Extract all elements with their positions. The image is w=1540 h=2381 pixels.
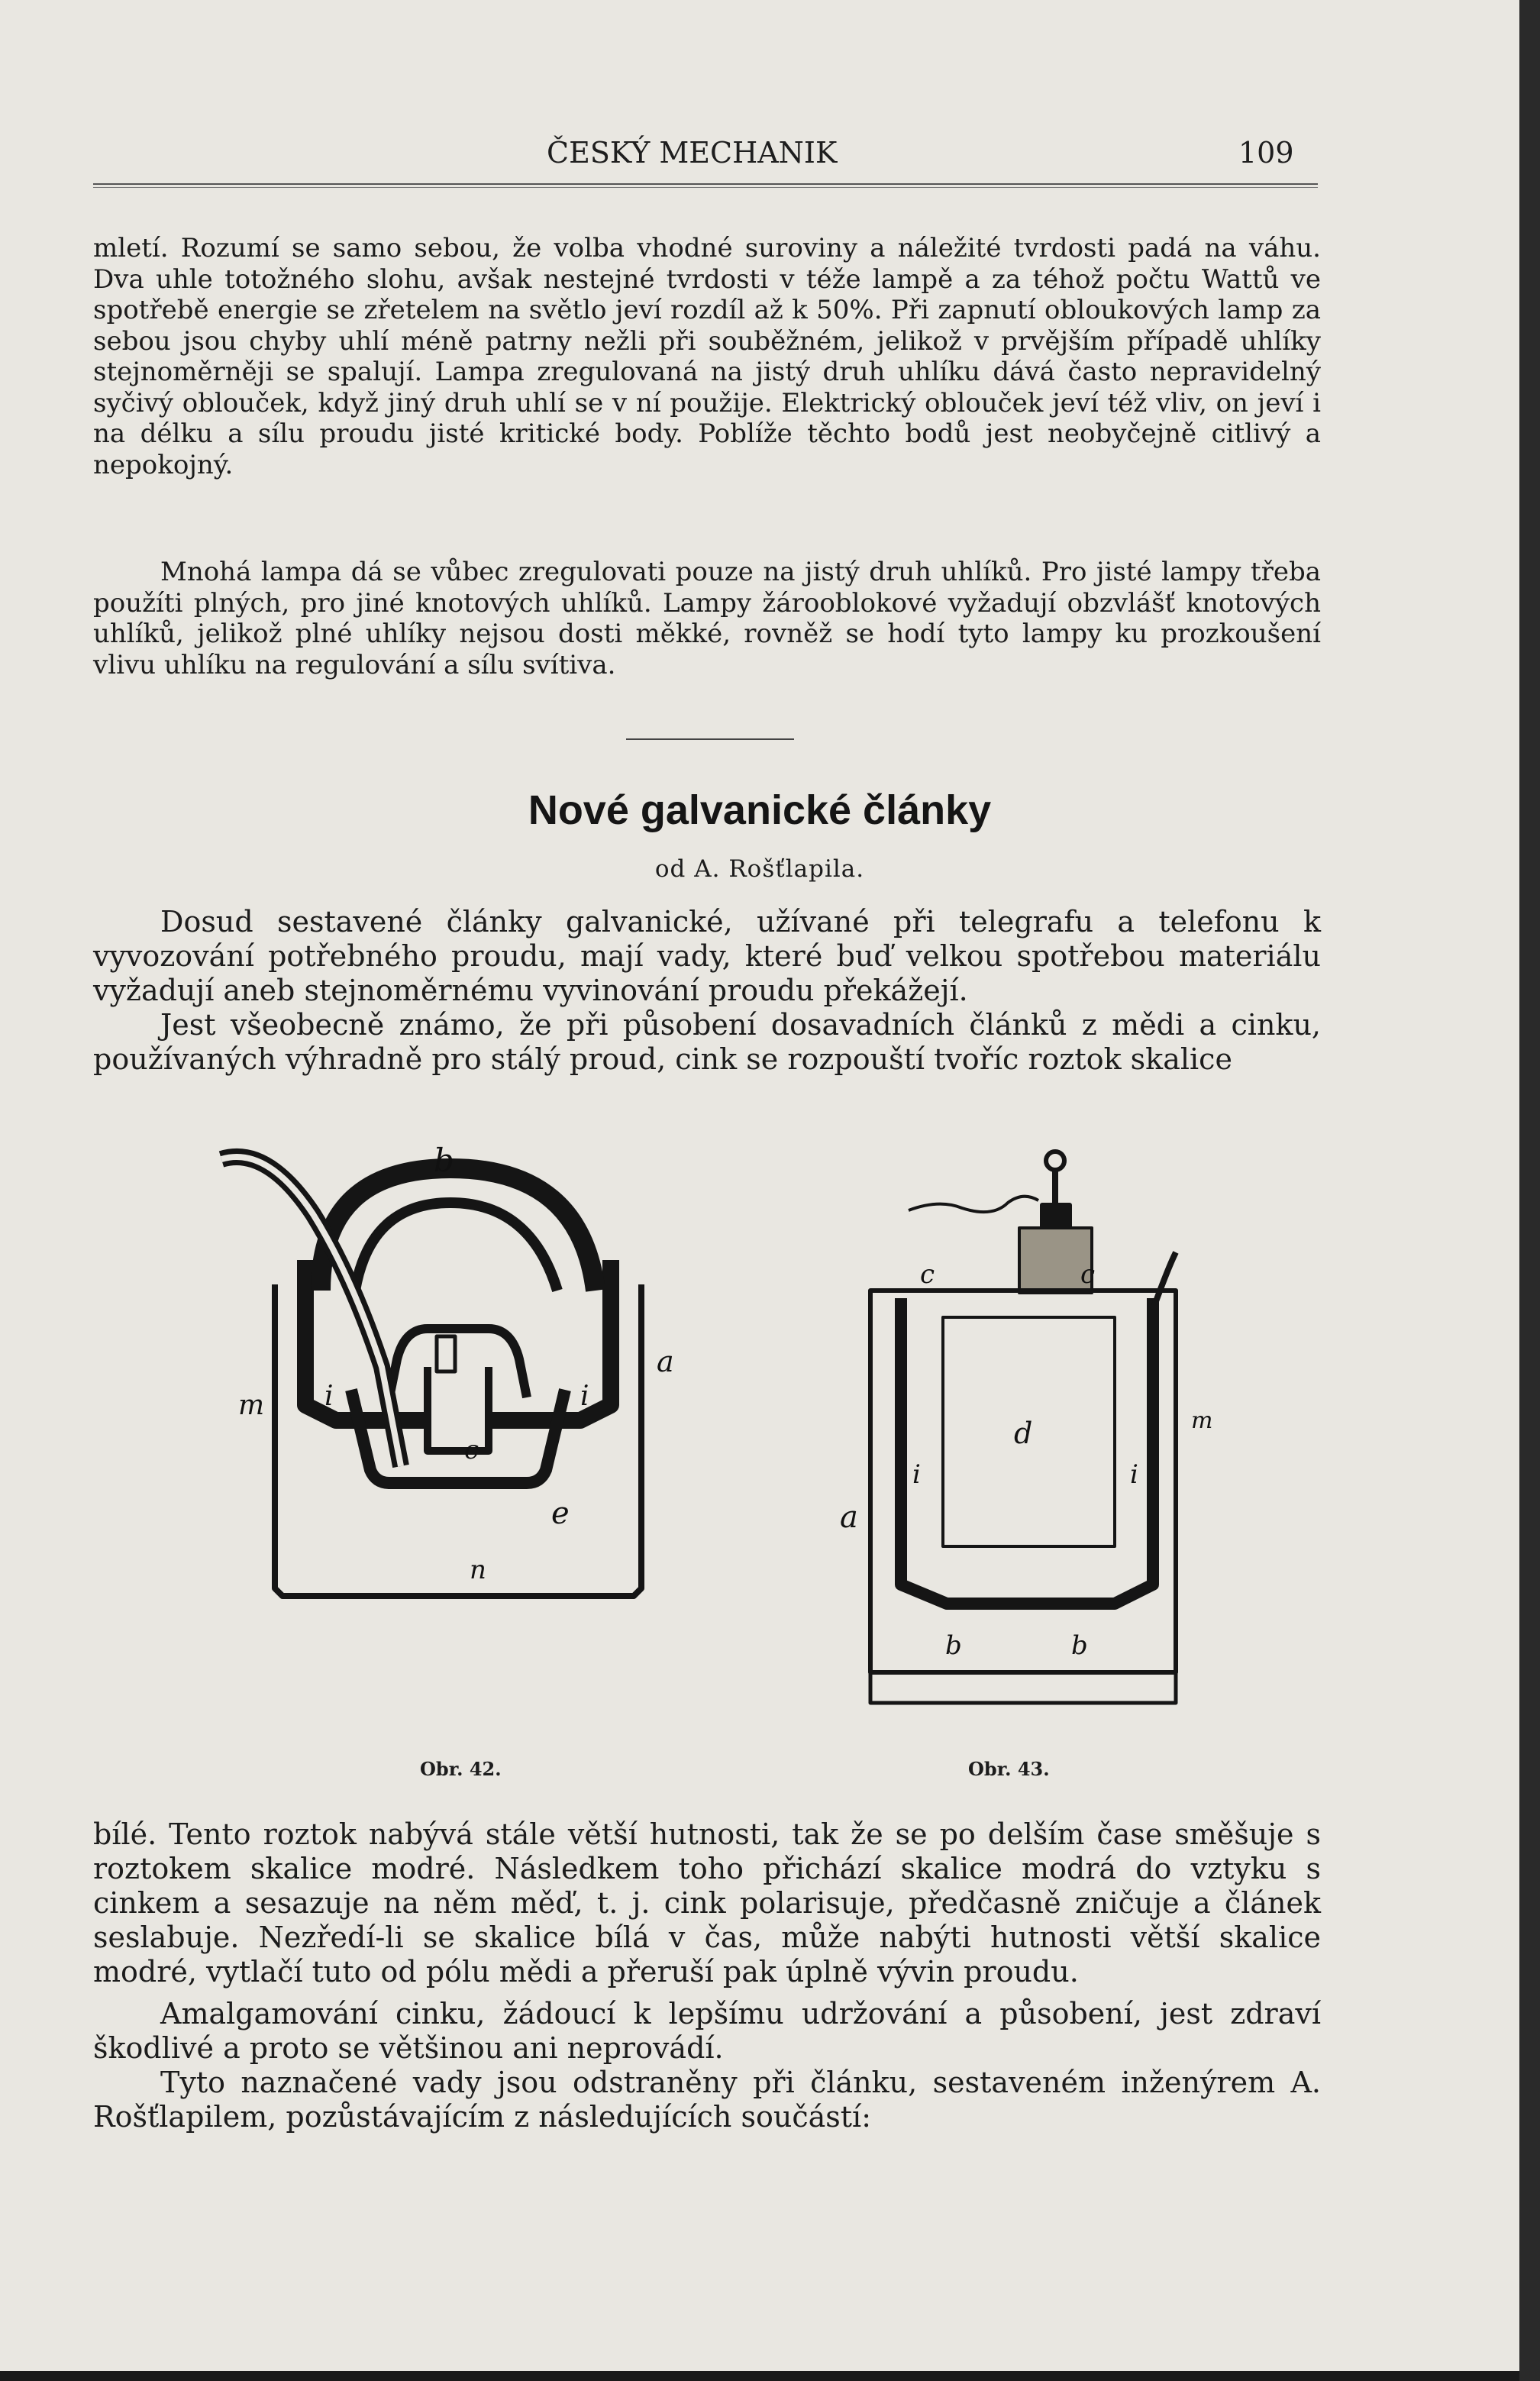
fig43-label-b-left: b [945, 1630, 962, 1661]
fig43-label-a: a [840, 1500, 858, 1535]
fig43-label-c-left: c [920, 1259, 935, 1290]
right-wire [1153, 1252, 1176, 1310]
figure-42-diagram [199, 1138, 718, 1726]
figure-43-diagram [809, 1138, 1267, 1726]
fig43-label-m: m [1191, 1407, 1213, 1434]
fig43-label-b-right: b [1071, 1630, 1088, 1661]
fig42-label-n: n [470, 1555, 486, 1585]
section-divider [626, 738, 794, 740]
article-title: Nové galvanické články [528, 787, 992, 833]
article-byline: od A. Rošťlapila. [654, 855, 865, 883]
article-paragraph-5: Tyto naznačené vady jsou odstraněny při článku, sestaveném inženýrem A. Rošťlapilem, pozůstávajícím z následujících součástí: [93, 2066, 1321, 2134]
fig42-label-b: b [434, 1142, 454, 1179]
fig42-label-e: e [551, 1496, 570, 1531]
fig43-label-c-right: c [1080, 1259, 1096, 1290]
article-paragraph-1: Dosud sestavené články galvanické, užívané při telegrafu a telefonu k vyvozování potřebného proudu, mají vady, které buď velkou spotřebou materiálu vyžadují aneb stejnoměrnému vyvinování proudu překážejí. [93, 905, 1321, 1007]
intro-paragraph-1: mletí. Rozumí se samo sebou, že volba vhodné suroviny a náležité tvrdosti padá na váhu. Dva uhle totožného slohu, avšak nestejné tvrdosti v téže lampě a za téhož počtu Wattů ve spotřebě energie se zřetelem na světlo jeví rozdíl až k 50%. Při zapnutí obloukových lamp za sebou jsou chyby uhlí méně patrny nežli při souběžném, jelikož v prvějším případě uhlíky stejnoměrněji se spalují. Lampa zregulovaná na jistý druh uhlíku dává často nepravidelný syčivý oblouček, když jiný druh uhlí se v ní použije. Elektrický oblouček jeví též vliv, on jeví i na délku a sílu proudu jisté kritické body. Poblíže těchto bodů jest neobyčejně citlivý a nepokojný. [93, 233, 1321, 480]
fig42-label-i-right: i [580, 1381, 589, 1412]
page-number: 109 [1238, 136, 1294, 170]
fig43-label-i-left: i [912, 1459, 921, 1490]
terminal-ring [1046, 1152, 1064, 1170]
electrode-c [437, 1336, 455, 1371]
intro-paragraph-2: Mnohá lampa dá se vůbec zregulovati pouze na jistý druh uhlíků. Pro jisté lampy třeba použíti plných, pro jiné knotových uhlíků. Lampy žárooblokové vyžadují obzvlášť knotových uhlíků, jelikož plné uhlíky nejsou dosti měkké, rovněž se hodí tyto lampy ku prozkoušení vlivu uhlíku na regulování a sílu svítiva. [93, 557, 1321, 680]
fig43-label-d: d [1014, 1417, 1033, 1450]
header-rule [93, 183, 1318, 188]
scan-edge [1519, 0, 1540, 2381]
base-foot [870, 1672, 1176, 1703]
fig43-label-i-right: i [1130, 1459, 1138, 1490]
fig42-label-m: m [238, 1390, 265, 1421]
inner-collar [389, 1329, 527, 1397]
article-paragraph-2: Jest všeobecně známo, že při působení dosavadních článků z mědi a cinku, používaných výhradně pro stálý proud, cink se rozpouští tvoříc roztok skalice [93, 1008, 1321, 1076]
fig42-label-i-left: i [324, 1381, 334, 1412]
article-paragraph-4: Amalgamování cinku, žádoucí k lepšímu udržování a působení, jest zdraví škodlivé a proto se většinou ani neprovádí. [93, 1997, 1321, 2065]
electrode-e [428, 1367, 489, 1451]
fig42-label-a: a [657, 1345, 674, 1378]
figure-42-caption: Obr. 42. [420, 1758, 502, 1780]
wire [909, 1197, 1038, 1212]
fig42-label-c: c [464, 1435, 479, 1465]
figure-43-caption: Obr. 43. [968, 1758, 1050, 1780]
arch-inner [355, 1203, 557, 1291]
running-header-title: ČESKÝ MECHANIK [547, 136, 838, 170]
article-paragraph-3: bílé. Tento roztok nabývá stále větší hutnosti, tak že se po delším čase směšuje s roztokem skalice modré. Následkem toho přichází skalice modrá do vztyku s cinkem a sesazuje na něm měď, t. j. cink polarisuje, předčasně zničuje a článek seslabuje. Nezředí-li se skalice bílá v čas, může nabýti hutnosti větší skalice modré, vytlačí tuto od pólu mědi a přeruší pak úplně vývin proudu. [93, 1817, 1321, 1988]
